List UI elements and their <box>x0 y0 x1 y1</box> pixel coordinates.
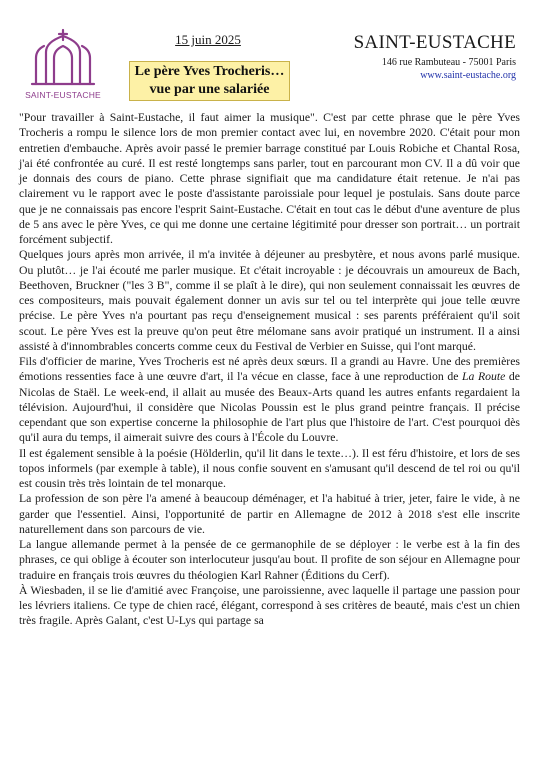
article-paragraph: "Pour travailler à Saint-Eustache, il faut aimer la musique". C'est par cette phrase que le père Yves Trocheris a rompu le silence lors de mon premier contact avec lui, en novembre 2020. C'était pour mon entretien d'embauche. Après avoir passé le premier barrage constitué par Louis Robiche et Chantal Rosa, j'ai été confrontée au curé. Il est resté longtemps sans parler, tout en parcourant mon CV. Il a dû voir que je donnais des cours de piano. Cette phrase signifiait que ma candidature était retenue. Je n'ai pas clairement vu le rapport avec le poste d'assistante paroissiale pour lequel je postulais. Sans doute parce que je ne connaissais pas encore l'esprit Saint-Eustache. C'était en tout cas le début d'une aventure de plus de 5 ans avec le père Yves, ce qui me donne une certaine légitimité pour dresser son portrait… un portrait forcément subjectif. <box>19 111 520 246</box>
article-paragraph: À Wiesbaden, il se lie d'amitié avec Françoise, une paroissienne, avec laquelle il partage une passion pour les lévriers italiens. Ce type de chien racé, élégant, correspond à ses critères de beauté, mais c'est un chien très fragile. Après Galant, c'est U-Lys qui partage sa <box>19 583 520 628</box>
article-paragraph: Quelques jours après mon arrivée, il m'a invitée à déjeuner au presbytère, et nous avons parlé musique. Ou plutôt… je l'ai écouté me parler musique. Et c'était incroyable : je découvrais un amoureux de Bach, Beethoven, Bruckner ("les 3 B", comme il se plaît à le dire), qui non seulement connaissait les œuvres de ces compositeurs, mais pouvait également donner un avis sur tel ou tel interprète qui joue telle œuvre précise. Le père Yves n'a pourtant pas reçu d'enseignement musical : ses parents préféraient qu'il soit scout. Le père Yves est la preuve qu'on peut être mélomane sans avoir pratiqué un instrument. Il a ainsi assisté à d'innombrables concerts comme ceux du Festival de Verbier en Suisse, qui l'ont marqué. <box>19 248 520 353</box>
article-paragraph: Il est également sensible à la poésie (Hölderlin, qu'il lit dans le texte…). Il est féru d'histoire, et lors de ses topos informels (par exemple à table), il nous confie souvent en s'amusant qu'il descend de tel roi ou qu'il est cousin très très lointain de tel monarque. <box>19 446 520 490</box>
logo-label: SAINT-EUSTACHE <box>25 90 101 100</box>
organization-address: 146 rue Rambuteau - 75001 Paris <box>381 57 516 68</box>
organization-website-link[interactable]: www.saint-eustache.org <box>420 70 516 81</box>
article-title-line-2: vue par une salariée <box>149 82 270 97</box>
church-facade-icon <box>24 28 102 88</box>
article-paragraph: La profession de son père l'a amené à beaucoup déménager, et l'a habitué à trier, jeter, faire le vide, à ne garder que l'essentiel. Ainsi, l'opportunité de partir en Allemagne de 2012 à 2018 s'est elle inscrite naturellement dans son parcours de vie. <box>19 492 520 536</box>
article-paragraph: Fils d'officier de marine, Yves Trocheris est né après deux sœurs. Il a grandi au Havre. Une des premières émotions ressenties face à une œuvre d'art, il l'a vécue en classe, face à une reproduction de La Route de Nicolas de Staël. Le week-end, il allait au musée des Beaux-Arts quand les autres enfants regardaient la télévision. Aujourd'hui, il considère que Nicolas Poussin est le plus grand peintre français. Il précise cependant que son expertise concerne la philosophie de l'art plus que l'histoire de l'art. C'est pourquoi dès qu'il aura du temps, il aimerait suivre des cours à l'École du Louvre. <box>19 355 520 445</box>
organization-name: SAINT-EUSTACHE <box>353 32 516 53</box>
article-paragraph: La langue allemande permet à la pensée de ce germanophile de se déployer : le verbe est à la fin des phrases, ce qui oblige à écouter son interlocuteur jusqu'au bout. Il profite de son séjour en Allemagne pour traduire en français trois œuvres du théologien Karl Rahner (Éditions du Cerf). <box>19 538 520 582</box>
publication-date: 15 juin 2025 <box>175 32 241 47</box>
saint-eustache-logo <box>24 28 102 104</box>
article-title-line-1: Le père Yves Trocheris… <box>134 64 285 79</box>
artwork-title: La Route <box>461 370 506 384</box>
article-title-box <box>129 61 290 101</box>
article-body <box>19 110 520 629</box>
